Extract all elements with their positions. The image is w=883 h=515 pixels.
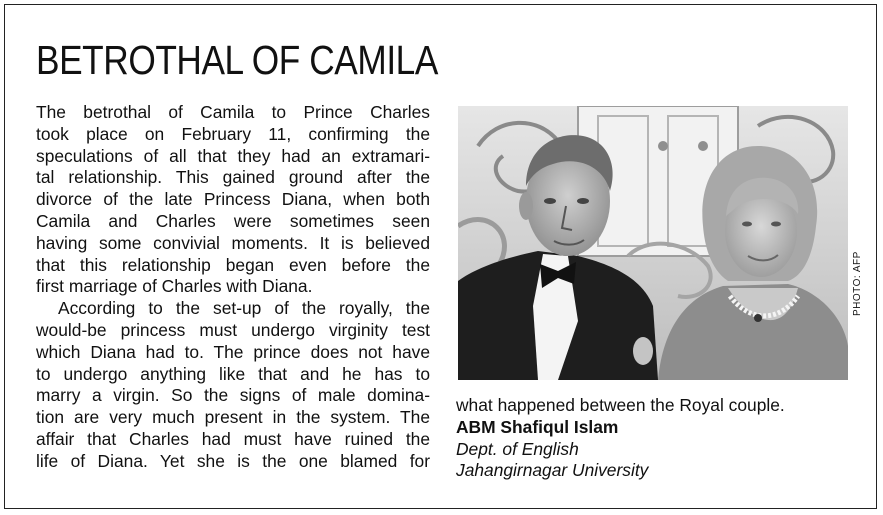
text-line: Camila and Charles were sometimes seen — [36, 210, 430, 231]
text-line: The betrothal of Camila to Prince Charles — [36, 102, 430, 122]
text-line: According to the set-up of the royally, the — [58, 298, 430, 319]
text-line: that this relationship began even before the — [36, 254, 430, 275]
author-department: Dept. of English — [456, 438, 579, 459]
author-university: Jahangirnagar University — [456, 460, 649, 481]
text-line: speculations of all that they had an extramari- — [36, 145, 430, 166]
text-line: affair that Charles had must have ruined the — [36, 428, 430, 449]
text-line: which Diana had to. The prince does not have — [36, 341, 430, 362]
article-body — [36, 102, 430, 473]
article-continuation — [456, 395, 851, 482]
photo-of-couple-icon — [458, 106, 848, 380]
text-line: having some convivial moments. It is believed — [36, 232, 430, 253]
news-photo — [458, 106, 848, 380]
continuation-line: what happened between the Royal couple. — [456, 395, 785, 415]
text-line: first marriage of Charles with Diana. — [36, 276, 313, 297]
text-line: to undergo anything like that and he has to — [36, 363, 430, 384]
text-line: tal relationship. This gained ground after the — [36, 167, 430, 188]
author-name: ABM Shafiqul Islam — [456, 416, 619, 437]
text-line: would-be princess must undergo virginity test — [36, 319, 430, 340]
headline: BETROTHAL OF CAMILA — [36, 37, 438, 83]
photo-credit: PHOTO: AFP — [852, 251, 863, 316]
text-line: took place on February 11, confirming the — [36, 123, 430, 144]
paragraph-1 — [36, 102, 430, 298]
text-line: marry a virgin. So the signs of male domina- — [36, 385, 430, 406]
text-line: tion are very much present in the system. The — [36, 407, 430, 428]
text-line: life of Diana. Yet she is the one blamed for — [36, 450, 430, 471]
text-line: divorce of the late Princess Diana, when both — [36, 189, 430, 210]
paragraph-2 — [36, 298, 430, 472]
